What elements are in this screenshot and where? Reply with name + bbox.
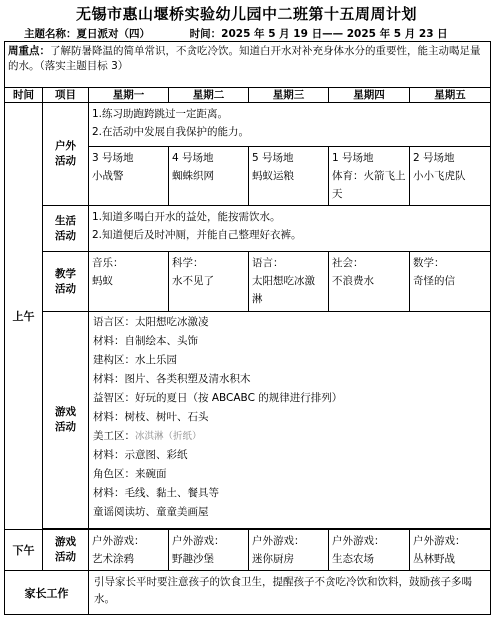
game-line: 益智区：好玩的夏日（按 ABCABC 的规律进行排列） (93, 392, 343, 404)
subheader (4, 26, 490, 41)
game-line: 材料：图片、各类积塑及清水积木 (93, 373, 251, 385)
page-title: 无锡市惠山堰桥实验幼儿园中二班第十五周周计划 (75, 5, 417, 23)
header-item: 项目 (43, 88, 89, 103)
header-fri: 星期五 (410, 88, 491, 103)
outdoor-fri: 2 号场地 小小飞虎队 (410, 147, 491, 206)
game-line: 材料：毛线、黏土、餐具等 (93, 487, 219, 499)
outdoor-goals (89, 103, 491, 147)
teaching-tue: 科学： 水不见了 (169, 252, 249, 312)
afternoon-games-label: 游戏活动 (43, 530, 89, 571)
games-label: 游戏活动 (43, 312, 89, 529)
teaching-wed: 语言： 太阳想吃冰激淋 (249, 252, 329, 312)
game-areas (89, 312, 491, 529)
theme-name: 夏日派对（四） (76, 28, 150, 40)
life-label: 生活活动 (43, 206, 89, 252)
focus-label: 周重点： (8, 45, 50, 57)
outdoor-mon: 3 号场地 小战警 (89, 147, 169, 206)
afternoon-tue: 户外游戏： 野趣沙堡 (169, 530, 249, 571)
life-goals (89, 206, 491, 252)
game-line: 材料：树枝、树叶、石头 (93, 411, 209, 423)
game-line: 语言区：太阳想吃冰激凌 (93, 316, 209, 328)
outdoor-tue: 4 号场地 蜘蛛织网 (169, 147, 249, 206)
date-range: 2025 年 5 月 19 日—— 2025 年 5 月 23 日 (221, 28, 448, 40)
outdoor-wed: 5 号场地 蚂蚁运粮 (249, 147, 329, 206)
theme-label: 主题名称： (24, 28, 77, 40)
teaching-mon: 音乐： 蚂蚁 (89, 252, 169, 312)
header-tue: 星期二 (169, 88, 249, 103)
outdoor-label: 户外活动 (43, 103, 89, 206)
teaching-label: 教学活动 (43, 252, 89, 312)
parent-work-label: 家长工作 (5, 571, 89, 615)
outdoor-thu: 1 号场地 体育：火箭飞上天 (329, 147, 410, 206)
plan-table (4, 41, 491, 615)
outdoor-goal: 1.练习助跑跨跳过一定距离。 (92, 108, 229, 120)
game-line: 建构区：水上乐园 (93, 354, 177, 366)
parent-work-text: 引导家长平时要注意孩子的饮食卫生，提醒孩子不贪吃冷饮和饮料，鼓励孩子多喝水。 (89, 571, 491, 615)
game-line: 材料：自制绘本、头饰 (93, 335, 198, 347)
game-line: 材料：示意图、彩纸 (93, 449, 188, 461)
date-label: 时间： (189, 28, 222, 40)
game-line: 童谣阅读坊、童童美画屋 (93, 506, 209, 518)
afternoon-label: 下午 (5, 530, 43, 571)
week-focus (5, 42, 491, 88)
life-goal: 1.知道多喝白开水的益处，能按需饮水。 (92, 211, 281, 223)
header-mon: 星期一 (89, 88, 169, 103)
afternoon-wed: 户外游戏： 迷你厨房 (249, 530, 329, 571)
game-line: 角色区：来碗面 (93, 468, 167, 480)
morning-label: 上午 (5, 103, 43, 530)
teaching-thu: 社会： 不浪费水 (329, 252, 410, 312)
header-thu: 星期四 (329, 88, 410, 103)
header-wed: 星期三 (249, 88, 329, 103)
life-goal: 2.知道便后及时冲厕，并能自己整理好衣裤。 (92, 229, 302, 241)
focus-text: 了解防暑降温的简单常识，不贪吃冷饮。知道白开水对补充身体水分的重要性，能主动喝足量的水。（落实主题目标 3） (8, 45, 481, 72)
teaching-fri: 数学： 奇怪的信 (410, 252, 491, 312)
outdoor-goal: 2.在活动中发展自我保护的能力。 (92, 126, 250, 138)
game-line: 美工区：冰淇淋（折纸） (93, 430, 202, 442)
header-row (5, 88, 491, 103)
afternoon-mon: 户外游戏： 艺术涂鸦 (89, 530, 169, 571)
faded-note: 冰淇淋（折纸） (135, 431, 202, 442)
afternoon-fri: 户外游戏： 丛林野战 (410, 530, 491, 571)
header-time: 时间 (5, 88, 43, 103)
afternoon-thu: 户外游戏： 生态农场 (329, 530, 410, 571)
